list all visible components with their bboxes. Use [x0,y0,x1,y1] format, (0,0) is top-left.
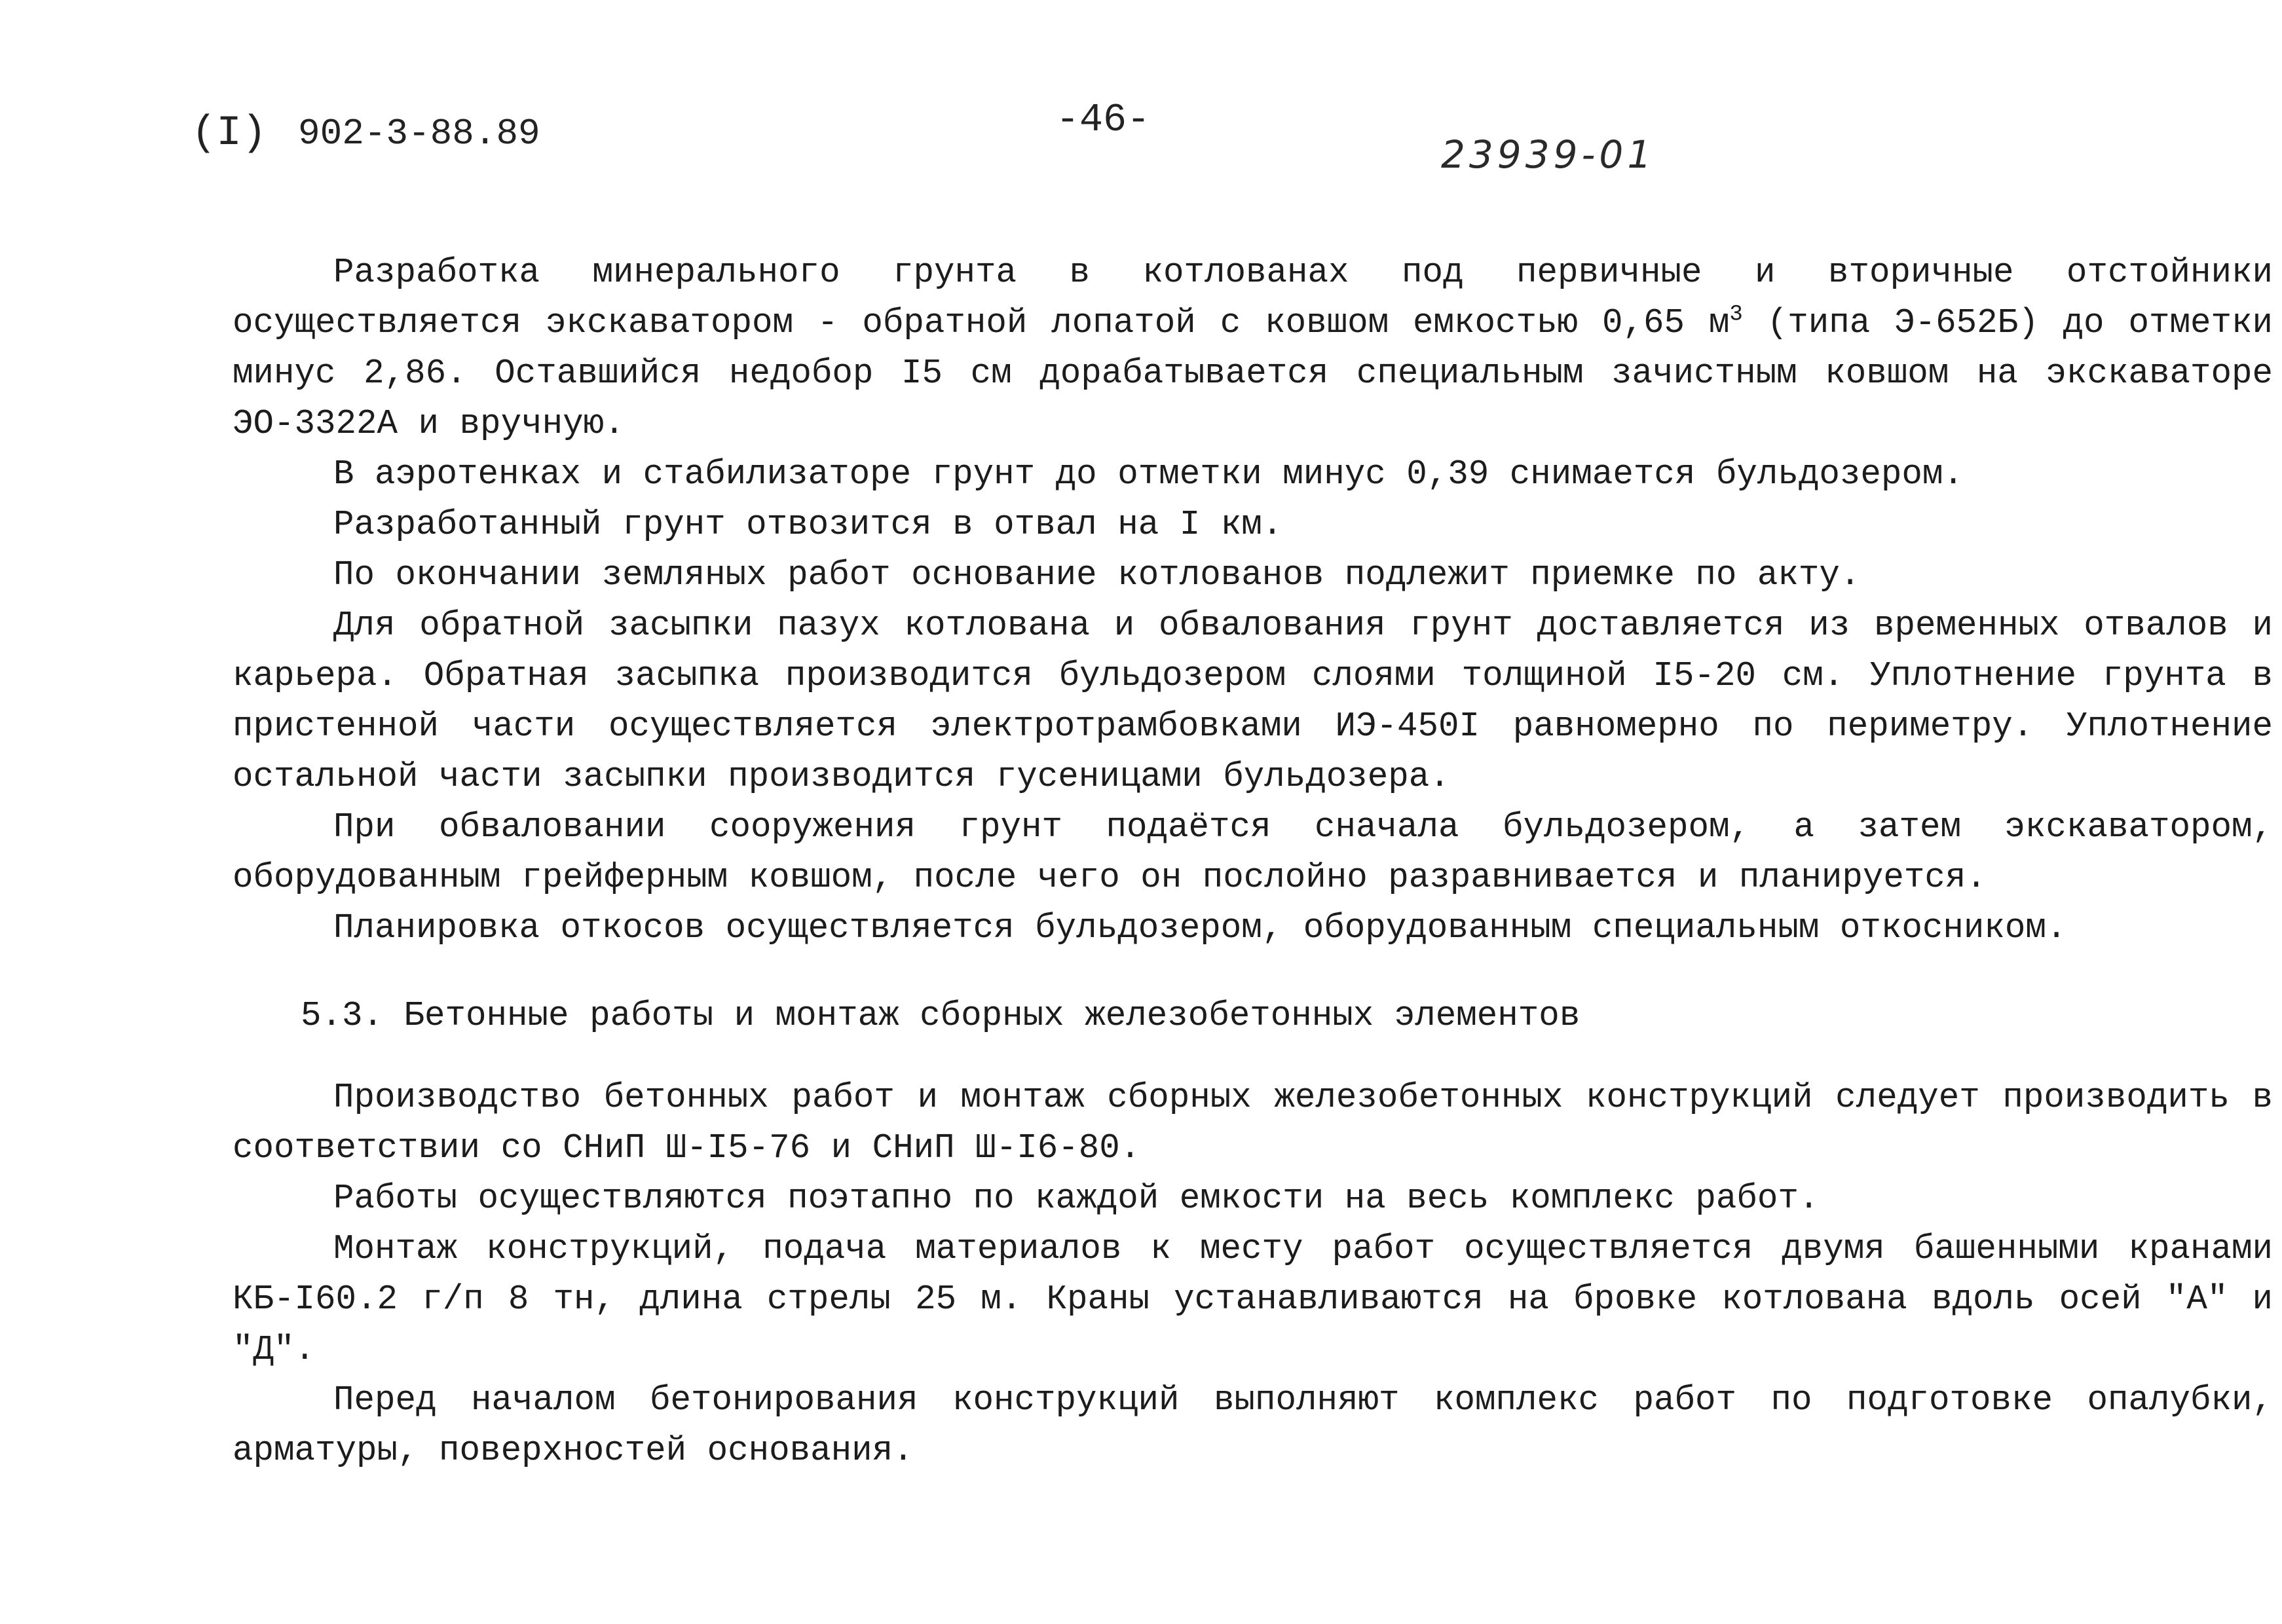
document-code: 902-3-88.89 [298,113,540,155]
paragraph-backfill: Для обратной засыпки пазух котлована и обвалования грунт доставляется из временных отвалов и карьера. Обратная засыпка производится бульдозером слоями толщиной I5-20 см. Уплотнение грунта в пристенной части осуществляется электротрамбовками ИЭ-450I равномерно по периметру. Уплотнение остальной части засыпки производится гусеницами бульдозера. [233,606,2273,796]
superscript-exponent: 3 [1729,302,1743,327]
paragraph-excavation [233,248,2273,449]
handwritten-number: 23939-01 [1441,132,1656,177]
paragraph-aerotanks: В аэротенках и стабилизаторе грунт до отметки минус 0,39 снимается бульдозером. [333,454,1964,494]
paragraph-stages: Работы осуществляются поэтапно по каждой емкости на весь комплекс работ. [333,1179,1820,1218]
paragraph-soil-removal: Разработанный грунт отвозится в отвал на I км. [333,505,1283,544]
paragraph-preparation: Перед началом бетонирования конструкций выполняют комплекс работ по подготовке опалубки, арматуры, поверхностей основания. [233,1380,2273,1470]
paragraph-text: Разработка минерального грунта в котлованах под первичные и вторичные отстойники осуществляется экскаватором - обратной лопатой с ковшом емкостью 0,65 м [233,253,2273,342]
section-heading: 5.3. Бетонные работы и монтаж сборных железобетонных элементов [301,996,1581,1035]
paragraph-acceptance: По окончании земляных работ основание котлованов подлежит приемке по акту. [333,555,1861,595]
paragraph-concrete-standards: Производство бетонных работ и монтаж сборных железобетонных конструкций следует производить в соответствии со СНиП Ш-I5-76 и СНиП Ш-I6-80. [233,1078,2273,1168]
paragraph-slope-planning: Планировка откосов осуществляется бульдозером, оборудованным специальным откосником. [333,908,2067,948]
section-mark: (I) [191,110,267,157]
paragraph-cranes: Монтаж конструкций, подача материалов к месту работ осуществляется двумя башенными кранами КБ-I60.2 г/п 8 тн, длина стрелы 25 м. Краны устанавливаются на бровке котлована вдоль осей "А" и "Д". [233,1229,2273,1369]
paragraph-text: (типа Э-652Б) до отметки минус 2,86. Оставшийся недобор I5 см дорабатывается специальным зачистным ковшом на экскаваторе ЭО-3322А и вручную. [233,303,2273,443]
paragraph-embankment: При обваловании сооружения грунт подаётся сначала бульдозером, а затем экскаватором, оборудованным грейферным ковшом, после чего он послойно разравнивается и планируется. [233,807,2273,897]
document-body [233,248,2273,1476]
page-number: -46- [1056,98,1151,143]
